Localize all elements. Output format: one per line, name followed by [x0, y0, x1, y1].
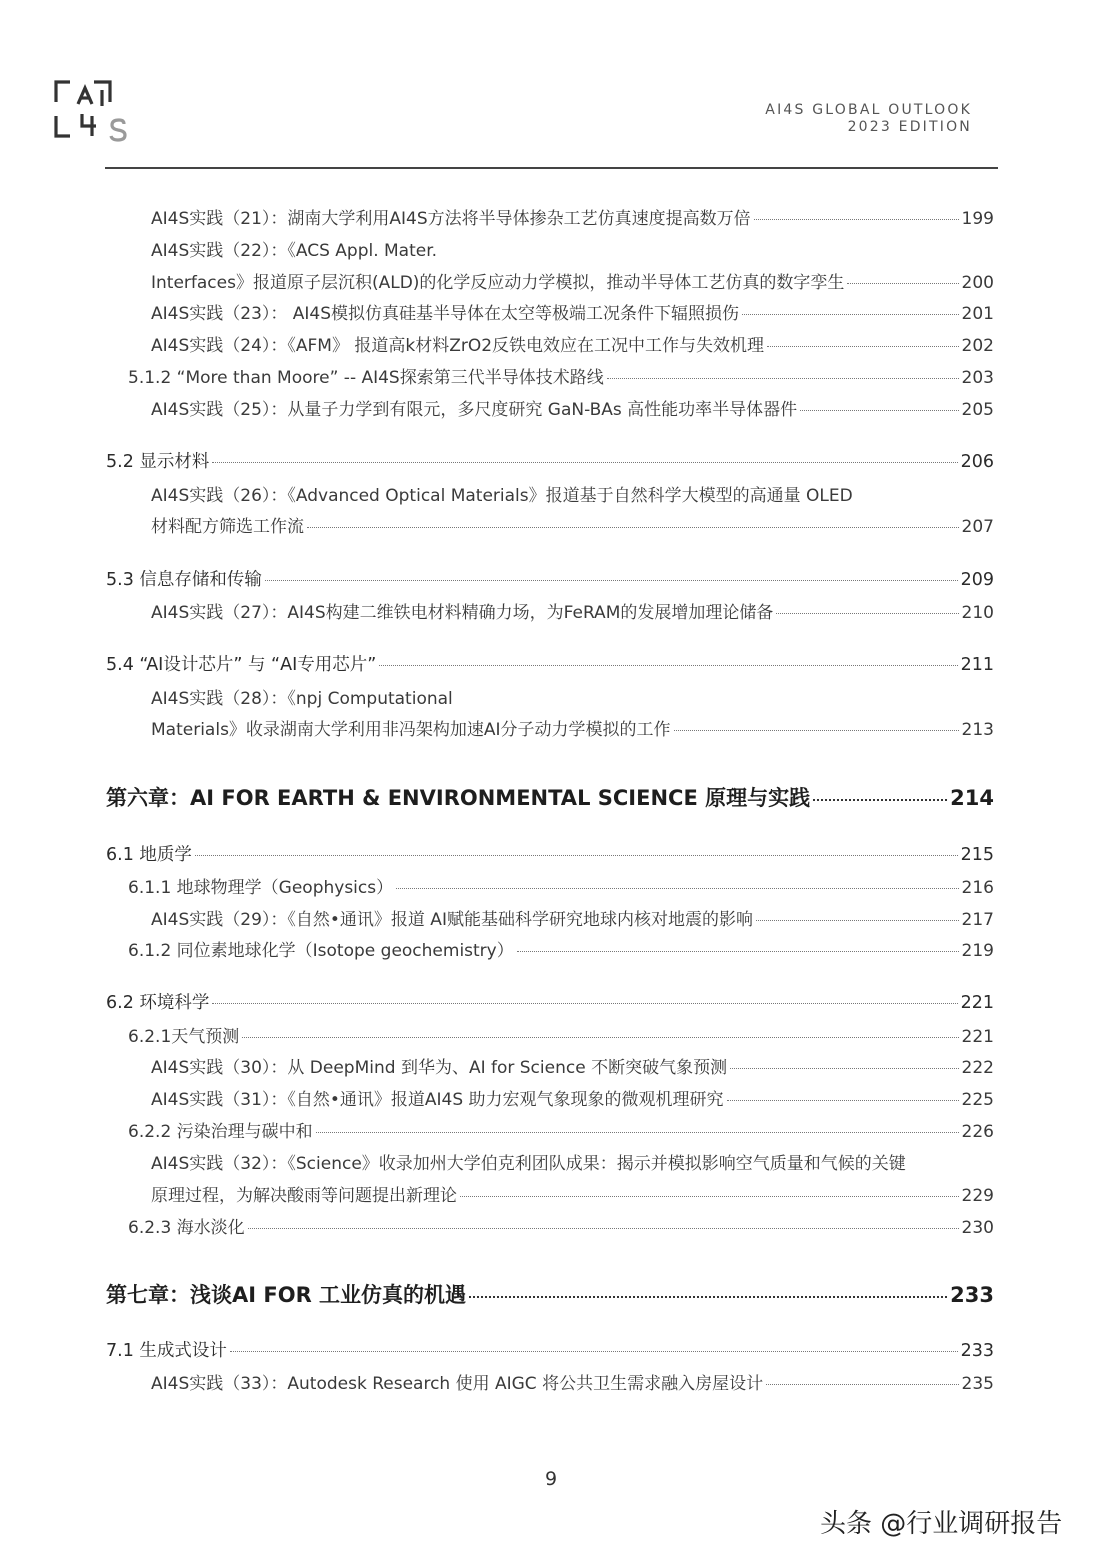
toc-entry[interactable]: [128, 1022, 994, 1047]
toc-entry[interactable]: [151, 1053, 994, 1078]
toc-page-number: 211: [960, 655, 994, 675]
toc-page-number: 213: [961, 720, 994, 740]
toc-leader: [316, 1131, 959, 1133]
toc-section[interactable]: [106, 989, 994, 1014]
toc-entry-line[interactable]: AI4S实践（28）：《npj Computational: [151, 689, 453, 709]
report-header: [765, 102, 972, 136]
toc-leader: [396, 887, 958, 889]
page-number: 9: [544, 1468, 558, 1490]
toc-page-number: 222: [961, 1058, 994, 1078]
toc-leader: [607, 377, 959, 379]
toc-page-number: 205: [961, 400, 994, 420]
toc-entry-title: AI4S实践（29）：《自然•通讯》报道 AI赋能基础科学研究地球内核对地震的影响: [151, 910, 753, 930]
toc-entry-title: 6.2.2 污染治理与碳中和: [128, 1122, 313, 1142]
toc-entry-title: 5.2 显示材料: [106, 452, 210, 472]
toc-page-number: 225: [961, 1090, 994, 1110]
toc-entry[interactable]: [128, 873, 994, 898]
toc-leader: [195, 854, 958, 856]
toc-entry-title: AI4S实践（21）：湖南大学利用AI4S方法将半导体掺杂工艺仿真速度提高数万倍: [151, 209, 751, 229]
toc-page-number: 209: [960, 570, 994, 590]
toc-entry-title: 6.1.1 地球物理学（Geophysics）: [128, 878, 394, 898]
toc-entry-title: 6.2 环境科学: [106, 993, 210, 1013]
toc-page-number: 230: [961, 1218, 994, 1238]
toc-chapter[interactable]: [106, 1279, 994, 1309]
toc-leader: [248, 1227, 959, 1229]
toc-entry-title: AI4S实践（23）： AI4S模拟仿真硅基半导体在太空等极端工况条件下辐照损伤: [151, 304, 740, 324]
toc-chapter[interactable]: [106, 782, 994, 812]
toc-page-number: 216: [961, 878, 994, 898]
toc-entry-title: 6.2.3 海水淡化: [128, 1218, 245, 1238]
toc-entry[interactable]: [128, 363, 994, 388]
toc-entry[interactable]: [128, 936, 994, 961]
toc-page-number: 203: [961, 368, 994, 388]
toc-leader: [230, 1350, 958, 1352]
toc-entry-title: 5.1.2 “More than Moore” -- AI4S探索第三代半导体技术路线: [128, 368, 604, 388]
toc-entry-title: 5.3 信息存储和传输: [106, 570, 262, 590]
header-line-1: AI4S GLOBAL OUTLOOK: [765, 102, 972, 118]
toc-entry-line[interactable]: AI4S实践（26）：《Advanced Optical Materials》报道基于自然科学大模型的高通量 OLED: [151, 486, 853, 506]
toc-entry-line[interactable]: AI4S实践（32）：《Science》收录加州大学伯克利团队成果：揭示并模拟影响空气质量和气候的关键: [151, 1154, 906, 1174]
toc-leader: [730, 1067, 958, 1069]
toc-entry-title: 第六章：AI FOR EARTH & ENVIRONMENTAL SCIENCE 原理与实践: [106, 786, 811, 810]
toc-entry-line[interactable]: AI4S实践（22）：《ACS Appl. Mater.: [151, 241, 438, 261]
toc-entry-title: AI4S实践（33）：Autodesk Research 使用 AIGC 将公共卫生需求融入房屋设计: [151, 1374, 764, 1394]
toc-leader: [727, 1099, 959, 1101]
toc-entry-title: 6.1.2 同位素地球化学（Isotope geochemistry）: [128, 941, 514, 961]
toc-section[interactable]: [106, 566, 994, 591]
toc-leader: [767, 345, 959, 347]
toc-leader: [212, 1002, 957, 1004]
toc-entry-title: 第七章：浅谈AI FOR 工业仿真的机遇: [106, 1283, 467, 1307]
toc-entry[interactable]: [151, 204, 994, 229]
toc-entry-title: 6.2.1天气预测: [128, 1027, 240, 1047]
toc-entry[interactable]: [151, 268, 994, 293]
toc-page-number: 214: [950, 786, 994, 810]
toc-leader: [242, 1036, 958, 1038]
toc-entry-title: 材料配方筛选工作流: [151, 517, 304, 537]
toc-entry-title: 原理过程，为解决酸雨等问题提出新理论: [151, 1186, 457, 1206]
toc-section[interactable]: [106, 1337, 994, 1362]
toc-entry-title: Interfaces》报道原子层沉积(ALD)的化学反应动力学模拟，推动半导体工艺仿真的数字孪生: [151, 273, 845, 293]
toc-leader: [212, 461, 957, 463]
toc-leader: [766, 1383, 958, 1385]
toc-page-number: 199: [961, 209, 994, 229]
toc-leader: [776, 612, 958, 614]
toc-page-number: 221: [960, 993, 994, 1013]
watermark: 头条 @行业调研报告: [820, 1509, 1063, 1539]
toc-leader: [460, 1195, 959, 1197]
toc-page-number: 233: [960, 1341, 994, 1361]
toc-leader: [379, 664, 957, 666]
ai4s-logo: [54, 80, 128, 144]
toc-page-number: 226: [961, 1122, 994, 1142]
toc-section[interactable]: [106, 841, 994, 866]
toc-entry[interactable]: [151, 715, 994, 740]
toc-leader: [307, 526, 959, 528]
toc-page-number: 210: [961, 603, 994, 623]
toc-leader: [265, 579, 958, 581]
toc-leader: [756, 919, 959, 921]
toc-entry[interactable]: [128, 1213, 994, 1238]
toc-leader: [754, 218, 959, 220]
toc-entry[interactable]: [151, 331, 994, 356]
header-line-2: 2023 EDITION: [847, 119, 972, 135]
toc-page-number: 202: [961, 336, 994, 356]
toc-leader: [517, 950, 959, 952]
toc-entry[interactable]: [151, 512, 994, 537]
toc-leader: [800, 409, 958, 411]
toc-leader: [469, 1295, 947, 1298]
toc-entry-title: 6.1 地质学: [106, 845, 192, 865]
toc-entry-title: AI4S实践（31）：《自然•通讯》报道AI4S 助力宏观气象现象的微观机理研究: [151, 1090, 724, 1110]
toc-page-number: 206: [960, 452, 994, 472]
toc-entry[interactable]: [151, 905, 994, 930]
toc-leader: [742, 313, 959, 315]
toc-leader: [847, 282, 958, 284]
header-rule: [105, 167, 998, 169]
toc-page-number: 207: [961, 517, 994, 537]
toc-page-number: 215: [960, 845, 994, 865]
toc-entry[interactable]: [151, 395, 994, 420]
toc-page-number: 221: [961, 1027, 994, 1047]
toc-entry-title: AI4S实践（25）：从量子力学到有限元，多尺度研究 GaN-BAs 高性能功率半导体器件: [151, 400, 798, 420]
toc-entry[interactable]: [151, 1369, 994, 1394]
toc-page-number: 229: [961, 1186, 994, 1206]
toc-page-number: 233: [950, 1283, 994, 1307]
toc-entry[interactable]: [151, 1085, 994, 1110]
toc-entry-title: Materials》收录湖南大学利用非冯架构加速AI分子动力学模拟的工作: [151, 720, 671, 740]
toc-entry[interactable]: [151, 598, 994, 623]
toc-entry[interactable]: [151, 1181, 994, 1206]
toc-page-number: 217: [961, 910, 994, 930]
toc-page-number: 235: [961, 1374, 994, 1394]
toc-entry-title: 7.1 生成式设计: [106, 1341, 227, 1361]
toc-page-number: 200: [961, 273, 994, 293]
toc-entry-title: AI4S实践（30）：从 DeepMind 到华为、AI for Science 不断突破气象预测: [151, 1058, 728, 1078]
toc-entry-title: AI4S实践（27）：AI4S构建二维铁电材料精确力场，为FeRAM的发展增加理论储备: [151, 603, 774, 623]
toc-entry[interactable]: [151, 299, 994, 324]
toc-entry-title: AI4S实践（24）：《AFM》 报道高k材料ZrO2反铁电效应在工况中工作与失效机理: [151, 336, 765, 356]
toc-entry-title: 5.4 “AI设计芯片” 与 “AI专用芯片”: [106, 655, 377, 675]
toc-section[interactable]: [106, 448, 994, 473]
toc-section[interactable]: [106, 651, 994, 676]
toc-leader: [674, 729, 959, 731]
toc-page-number: 219: [961, 941, 994, 961]
toc-page-number: 201: [961, 304, 994, 324]
toc-leader: [813, 798, 947, 801]
toc-entry[interactable]: [128, 1117, 994, 1142]
